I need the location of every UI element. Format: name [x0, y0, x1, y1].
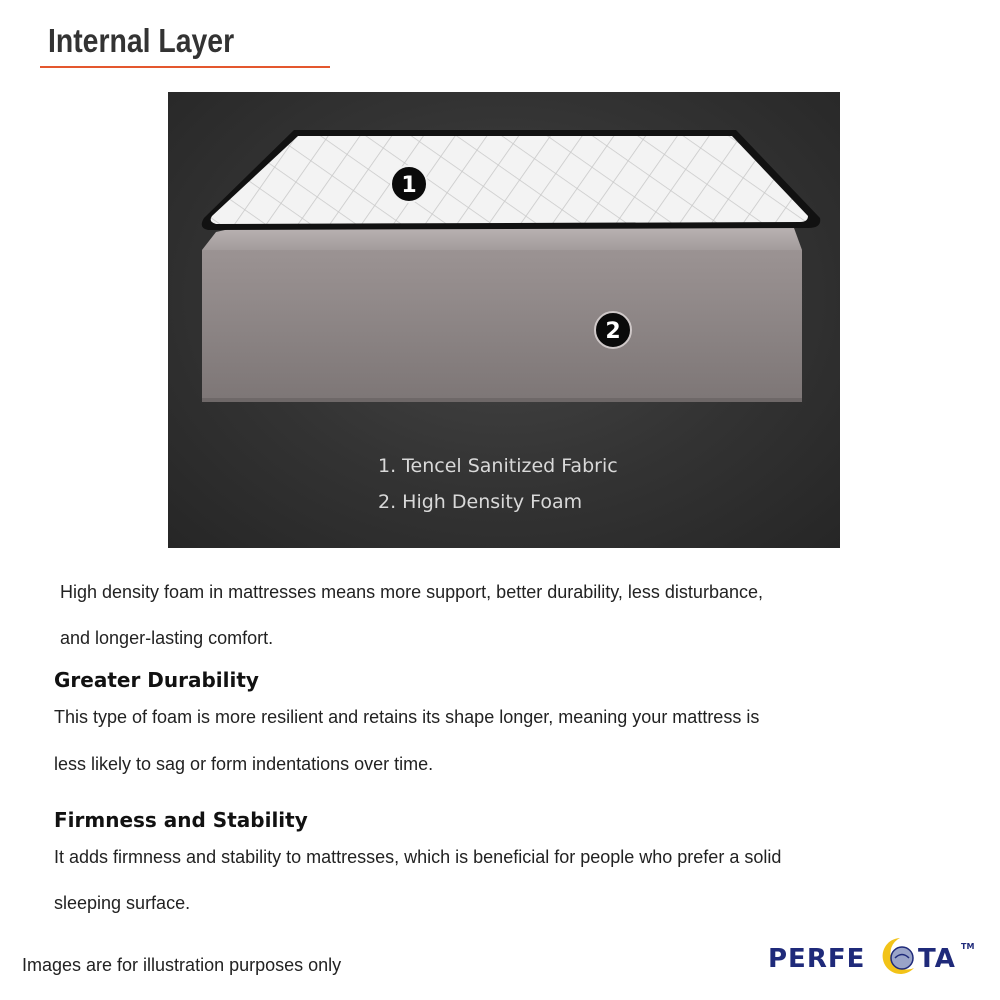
trademark-mark: TM [961, 942, 975, 951]
title-underline [40, 66, 330, 68]
intro-line-1: High density foam in mattresses means more support, better durability, less disturbance, [60, 582, 763, 602]
legend-item-fabric: 1. Tencel Sanitized Fabric [378, 455, 618, 477]
durability-line-2: less likely to sag or form indentations over time. [54, 754, 434, 774]
marker-1-label: 1 [401, 173, 417, 198]
mattress-layer-illustration [168, 92, 840, 548]
fabric-layer [202, 130, 821, 230]
legend-item-foam: 2. High Density Foam [378, 491, 583, 513]
durability-line-1: This type of foam is more resilient and retains its shape longer, meaning your mattress is [54, 707, 760, 727]
foam-layer [202, 228, 802, 402]
figure-legend [378, 448, 618, 520]
intro-line-2: and longer-lasting comfort. [60, 628, 274, 648]
section-heading-durability: Greater Durability [54, 668, 259, 692]
logo-text-right: TA [918, 944, 956, 974]
marker-2-label: 2 [605, 319, 621, 344]
marker-1 [391, 166, 427, 202]
page-title: Internal Layer [48, 22, 235, 59]
firmness-line-2: sleeping surface. [54, 893, 191, 913]
marker-2 [595, 312, 631, 348]
perfecta-logo [768, 934, 978, 980]
illustration-disclaimer: Images are for illustration purposes only [22, 955, 342, 975]
logo-text-left: PERFE [768, 944, 866, 974]
section-heading-firmness: Firmness and Stability [54, 808, 308, 832]
firmness-line-1: It adds firmness and stability to mattresses, which is beneficial for people who prefer a solid [54, 847, 782, 867]
crescent-moon-sleeper-icon [878, 934, 918, 978]
